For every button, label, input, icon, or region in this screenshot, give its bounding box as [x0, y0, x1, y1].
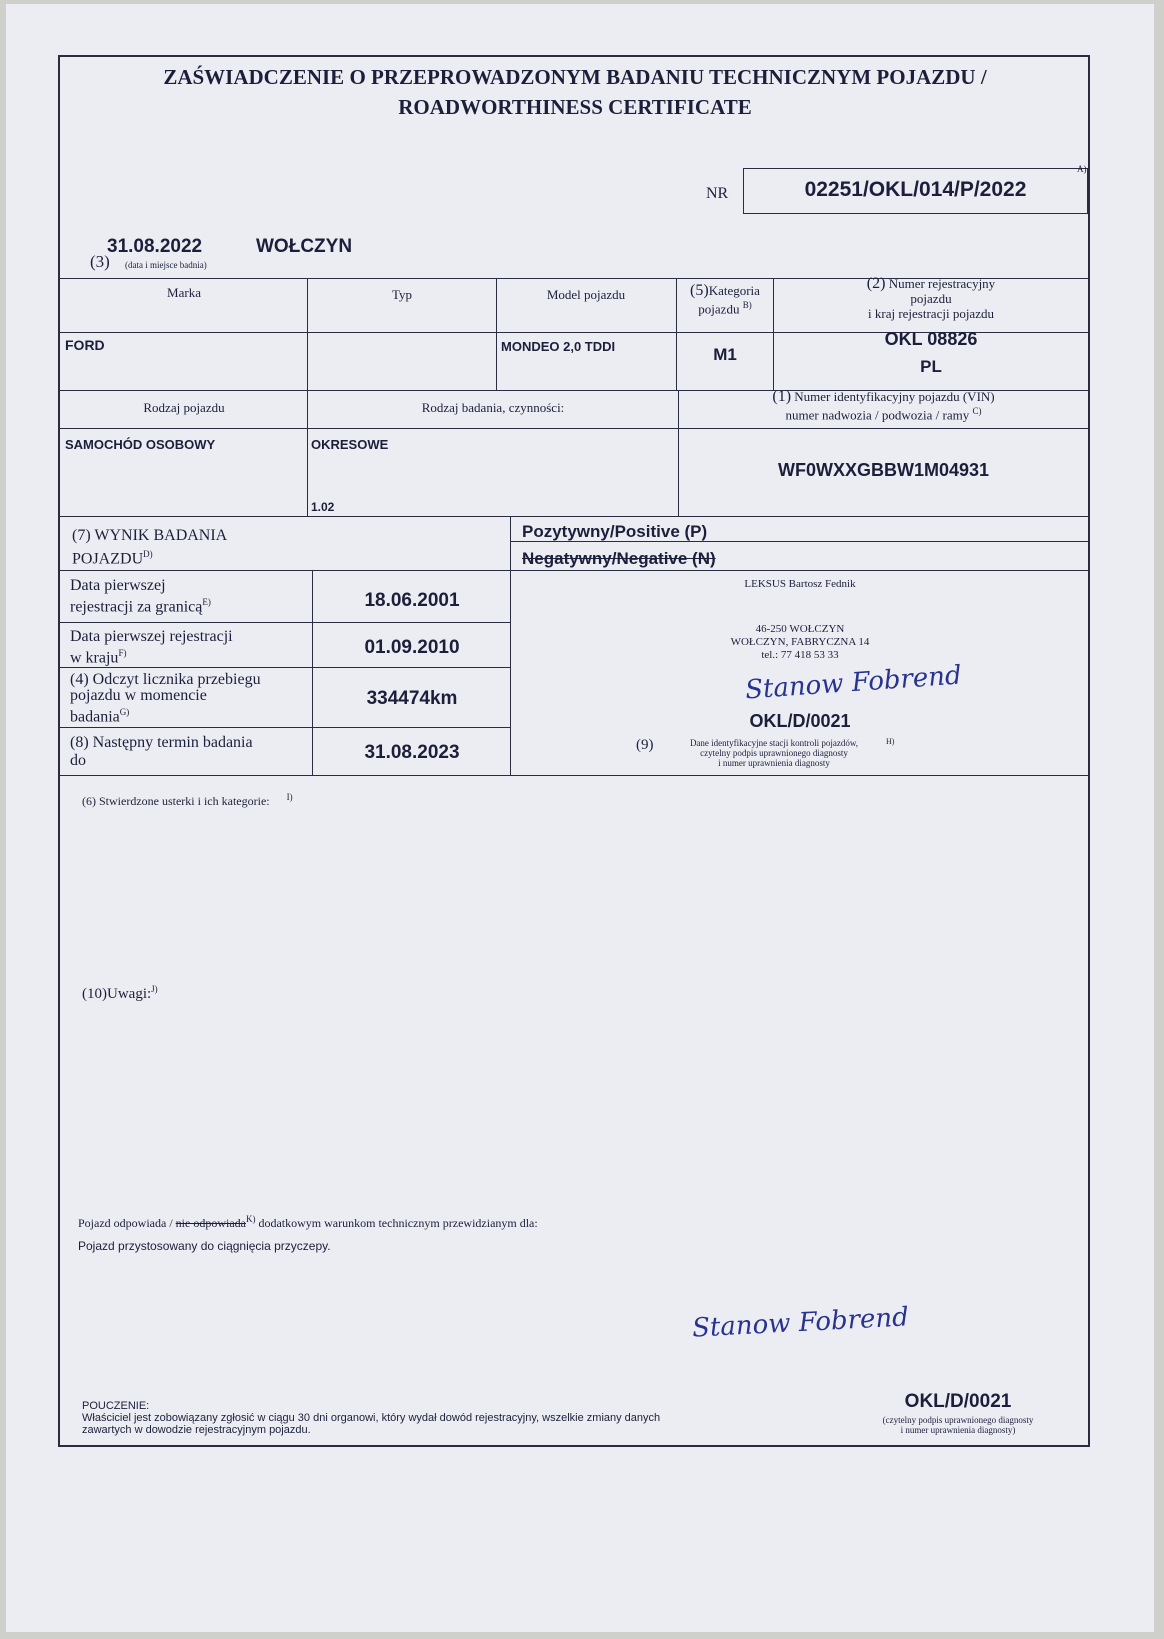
first-registration-abroad-label: Data pierwszej rejestracji za granicą$^{E)}$ [70, 577, 211, 616]
pouczenie-note [82, 1400, 660, 1436]
nr-label: NR [706, 185, 729, 202]
first-registration-domestic-value: 01.09.2010 [364, 637, 460, 658]
title-line-1: ZAŚWIADCZENIE O PRZEPROWADZONYM BADANIU TECHNICZNYM POJAZDU / [163, 65, 987, 89]
first-registration-domestic-label: Data pierwszej rejestracji w kraju$^{F)}$ [70, 628, 233, 667]
type-label: Typ [391, 287, 413, 302]
registration-country: PL [920, 357, 942, 376]
certificate-title [60, 62, 1090, 122]
station-phone: tel.: 77 418 53 33 [761, 649, 839, 661]
brand-label: Marka [167, 285, 201, 300]
next-inspection-label: (8) Następny termin badania do [70, 734, 253, 769]
footer-caption: (czytelny podpis uprawnionego diagnosty i numer uprawnienia diagnosty) [882, 1415, 1034, 1435]
model-label: Model pojazdu [546, 287, 626, 302]
footer-diagnostician-code: OKL/D/0021 [904, 1391, 1012, 1412]
exam-caption: (data i miejsce badnia) [125, 260, 207, 270]
title-line-2: ROADWORTHINESS CERTIFICATE [398, 95, 752, 119]
inspection-code: 1.02 [311, 500, 335, 514]
result-negative: Negatywny/Negative (N) [522, 549, 716, 568]
station-address-1: 46-250 WOŁCZYN [755, 623, 845, 635]
nr-footnote: A) [1077, 164, 1087, 174]
registration-label: (2) Numer rejestracyjny pojazdu i kraj rejestracji pojazdu [866, 275, 996, 321]
first-registration-abroad-value: 18.06.2001 [364, 590, 460, 611]
exam-number: (3) [90, 252, 110, 271]
station-address-2: WOŁCZYN, FABRYCZNA 14 [730, 636, 870, 648]
model-value: MONDEO 2,0 TDDI [501, 339, 616, 354]
station-caption: Dane identyfikacyjne stacji kontroli pojazdów, czytelny podpis uprawnionego diagnosty i numer uprawnienia diagnosty [689, 738, 859, 768]
diagnostician-signature: Stanow Fobrend [744, 660, 963, 706]
certificate-number: 02251/OKL/014/P/2022 [804, 178, 1027, 201]
vin-value: WF0WXXGBBW1M04931 [777, 460, 990, 480]
result-positive: Pozytywny/Positive (P) [522, 522, 708, 541]
odometer-label: (4) Odczyt licznika przebiegu pojazdu w momencie badania$^{G)}$ [70, 671, 261, 726]
inspection-kind-value: OKRESOWE [311, 437, 389, 452]
station-caption-number: (9) [636, 737, 654, 753]
station-caption-sup: H) [886, 737, 895, 746]
pouczenie-line-1: Właściciel jest zobowiązany zgłosić w ciągu 30 dni organowi, który wydał dowód rejestracyjny, wszelkie zmiany danych [82, 1412, 661, 1424]
station-name: LEKSUS Bartosz Fednik [744, 578, 856, 590]
exam-place: WOŁCZYN [256, 236, 353, 257]
defects-label: (6) Stwierdzone usterki i ich kategorie: $^{I)}$ [82, 792, 293, 808]
trailer-note: Pojazd przystosowany do ciągnięcia przyczepy. [78, 1239, 331, 1253]
vin-label: (1) Numer identyfikacyjny pojazdu (VIN) numer nadwozia / podwozia / ramy $^{C)}$ [772, 388, 995, 423]
footer-signature: Stanow Fobrend [691, 1302, 910, 1344]
exam-date: 31.08.2022 [107, 236, 203, 257]
station-stamp [512, 578, 1088, 662]
category-value: M1 [713, 345, 737, 364]
pouczenie-line-2: zawartych w dowodzie rejestracyjnym pojazdu. [82, 1424, 311, 1436]
category-label: (5)Kategoria pojazdu $^{B)}$ [690, 282, 760, 317]
pouczenie-title: POUCZENIE: [82, 1400, 150, 1412]
conditions-line: Pojazd odpowiada / nie odpowiada$^{K)}$ dodatkowym warunkom technicznym przewidzianym dla: [78, 1214, 538, 1230]
inspection-kind-label: Rodzaj badania, czynności: [421, 400, 565, 415]
result-label: (7) WYNIK BADANIA $POJAZDU^{D)}$ [72, 527, 228, 568]
remarks-label: (10)Uwagi:$^{J)}$ [82, 984, 158, 1002]
vehicle-kind-value: SAMOCHÓD OSOBOWY [65, 437, 216, 452]
vehicle-kind-label: Rodzaj pojazdu [143, 400, 225, 415]
brand-value: FORD [65, 337, 105, 353]
next-inspection-value: 31.08.2023 [364, 742, 460, 763]
registration-number: OKL 08826 [884, 329, 978, 349]
station-diagnostician-code: OKL/D/0021 [749, 711, 851, 731]
odometer-value: 334474km [366, 688, 458, 709]
